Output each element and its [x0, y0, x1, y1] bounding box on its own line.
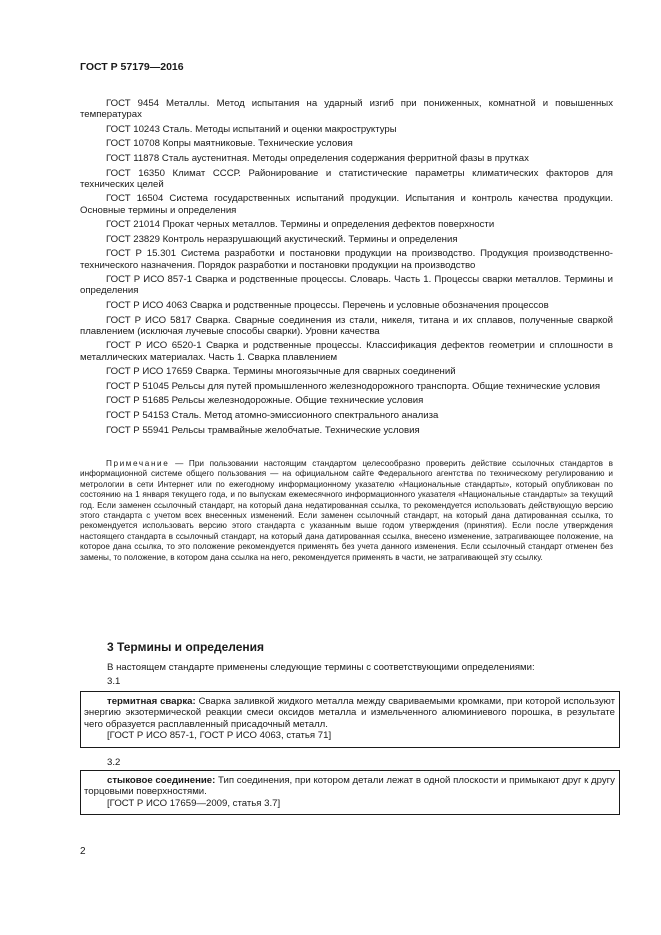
term-definition-text: Сварка заливкой жидкого металла между свариваемыми кромками, при которой используют энергию экзотермической реакции смеси оксидов металла и измельченного алюминиевого порошка, в результате чего образуется расплавленный присадочный металл. — [84, 696, 615, 730]
reference-item: ГОСТ Р ИСО 5817 Сварка. Сварные соединения из стали, никеля, титана и их сплавов, полученные сваркой плавлением (исключая лучевые способы сварки). Уровни качества — [80, 314, 613, 337]
reference-item: ГОСТ Р ИСО 4063 Сварка и родственные процессы. Перечень и условные обозначения процессов — [106, 299, 549, 311]
reference-item: ГОСТ 11878 Сталь аустенитная. Методы определения содержания ферритной фазы в прутках — [106, 152, 529, 164]
term-name: термитная сварка: — [107, 696, 196, 707]
reference-item: ГОСТ Р ИСО 17659 Сварка. Термины многоязычные для сварных соединений — [106, 366, 456, 378]
reference-item: ГОСТ Р 51685 Рельсы железнодорожные. Общие технические условия — [106, 395, 424, 407]
reference-item: ГОСТ 10708 Копры маятниковые. Технические условия — [106, 138, 353, 150]
reference-item: ГОСТ 21014 Прокат черных металлов. Термины и определения дефектов поверхности — [106, 219, 495, 231]
reference-item: ГОСТ 23829 Контроль неразрушающий акустический. Термины и определения — [106, 233, 458, 245]
reference-item: ГОСТ 16350 Климат СССР. Районирование и статистические параметры климатических факторов для технических целей — [80, 167, 613, 190]
term-entry-box — [80, 770, 620, 815]
term-entry-box — [80, 691, 620, 748]
term-definition-text: Тип соединения, при котором детали лежат в одной плоскости и примыкают друг к другу торцовыми поверхностями. — [84, 775, 615, 798]
term-definition — [84, 696, 615, 730]
term-definition — [84, 775, 615, 798]
note-text: — При пользовании настоящим стандартом целесообразно проверить действие ссылочных стандартов в информационной системе общего пользования — на официальном сайте Федерального агентства по техническому регулированию и метрологии в сети Интернет или по ежегодному информационному указателю «Национальные стандарты», который опубликован по состоянию на 1 января текущего года, и по выпускам ежемесячного информационного указателя «Национальные стандарты» за текущий год. Если заменен ссылочный стандарт, на который дана недатированная ссылка, то рекомендуется использовать действующую версию этого стандарта с учетом всех внесенных изменений. Если заменен ссылочный стандарт, на который дана датированная ссылка, то рекомендуется использовать версию этого стандарта с указанным выше годом утверждения (принятия). Если после утверждения настоящего стандарта в ссылочный стандарт, на который дана датированная ссылка, внесено изменение, затрагивающее положение, на которое дана ссылка, то это положение рекомендуется применять без учета данного изменения. Если ссылочный стандарт отменен без замены, то положение, в котором дана ссылка на него, рекомендуется применять в части, не затрагивающей эту ссылку. — [80, 459, 613, 562]
reference-item: ГОСТ 9454 Металлы. Метод испытания на ударный изгиб при пониженных, комнатной и повышенных температурах — [80, 98, 613, 121]
reference-item: ГОСТ Р ИСО 857-1 Сварка и родственные процессы. Словарь. Часть 1. Процессы сварки металлов. Термины и определения — [80, 274, 613, 297]
term-name: стыковое соединение: — [107, 775, 216, 786]
term-number: 3.1 — [107, 676, 121, 687]
page-number: 2 — [80, 846, 86, 857]
section-title: 3 Термины и определения — [107, 640, 265, 654]
reference-item: ГОСТ Р ИСО 6520-1 Сварка и родственные процессы. Классификация дефектов геометрии и сплошности в металлических материалах. Часть 1. Сварка плавлением — [80, 340, 613, 363]
reference-item: ГОСТ 16504 Система государственных испытаний продукции. Испытания и контроль качества продукции. Основные термины и определения — [80, 193, 613, 216]
section-intro: В настоящем стандарте применены следующие термины с соответствующими определениями: — [107, 662, 535, 673]
reference-item: ГОСТ Р 55941 Рельсы трамвайные желобчатые. Технические условия — [106, 424, 420, 436]
term-source: [ГОСТ Р ИСО 17659—2009, статья 3.7] — [107, 797, 281, 809]
note-paragraph — [80, 459, 613, 563]
note-label: Примечание — [106, 459, 170, 468]
reference-item: ГОСТ Р 54153 Сталь. Метод атомно-эмиссионного спектрального анализа — [106, 409, 439, 421]
reference-item: ГОСТ Р 51045 Рельсы для путей промышленного железнодорожного транспорта. Общие технические условия — [106, 380, 601, 392]
reference-item: ГОСТ Р 15.301 Система разработки и постановки продукции на производство. Продукция производственно-технического назначения. Порядок разработки и постановки продукции на производство — [80, 248, 613, 271]
document-header: ГОСТ Р 57179—2016 — [80, 61, 184, 73]
term-number: 3.2 — [107, 757, 121, 768]
normative-references-list — [80, 98, 613, 439]
reference-item: ГОСТ 10243 Сталь. Методы испытаний и оценки макроструктуры — [106, 123, 397, 135]
term-source: [ГОСТ Р ИСО 857-1, ГОСТ Р ИСО 4063, статья 71] — [107, 730, 332, 742]
